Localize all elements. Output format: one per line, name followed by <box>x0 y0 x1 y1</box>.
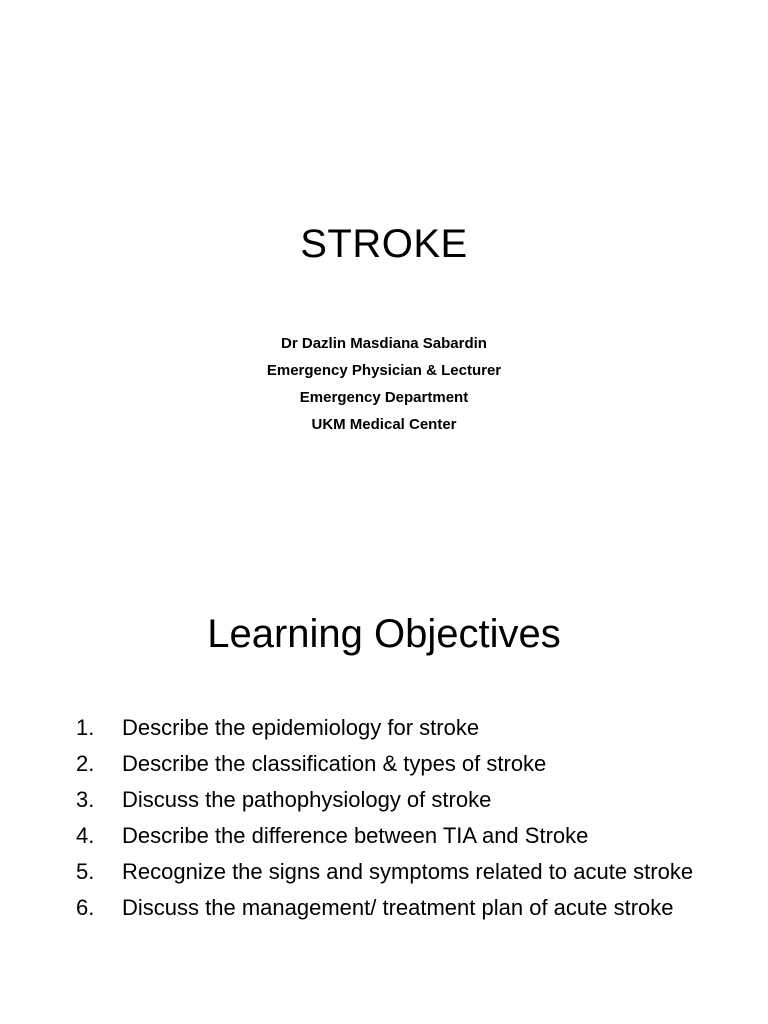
list-item-number: 4. <box>76 823 95 848</box>
list-item-text: Describe the difference between TIA and Stroke <box>122 823 589 848</box>
list-item-text: Describe the classification & types of stroke <box>122 751 547 776</box>
list-item <box>76 784 736 816</box>
author-info <box>0 330 768 438</box>
list-item-text: Discuss the management/ treatment plan of acute stroke <box>122 895 674 920</box>
author-name: Dr Dazlin Masdiana Sabardin <box>281 335 487 352</box>
list-item-number: 5. <box>76 859 95 884</box>
list-item <box>76 748 736 780</box>
list-item <box>76 820 736 852</box>
slide-title: Learning Objectives <box>207 612 561 656</box>
list-item-number: 2. <box>76 751 95 776</box>
author-institution: UKM Medical Center <box>311 416 457 433</box>
list-item-text: Recognize the signs and symptoms related to acute stroke <box>122 859 694 884</box>
list-item-text: Discuss the pathophysiology of stroke <box>122 787 492 812</box>
slide-title: STROKE <box>300 222 468 266</box>
objectives-list <box>76 712 736 928</box>
author-department: Emergency Department <box>299 389 469 406</box>
list-item <box>76 892 736 924</box>
list-item-number: 1. <box>76 715 95 740</box>
list-item <box>76 712 736 744</box>
author-role: Emergency Physician & Lecturer <box>266 362 502 379</box>
list-item-number: 3. <box>76 787 95 812</box>
list-item <box>76 856 736 888</box>
list-item-number: 6. <box>76 895 95 920</box>
list-item-text: Describe the epidemiology for stroke <box>122 715 480 740</box>
objectives-slide <box>0 512 768 1024</box>
